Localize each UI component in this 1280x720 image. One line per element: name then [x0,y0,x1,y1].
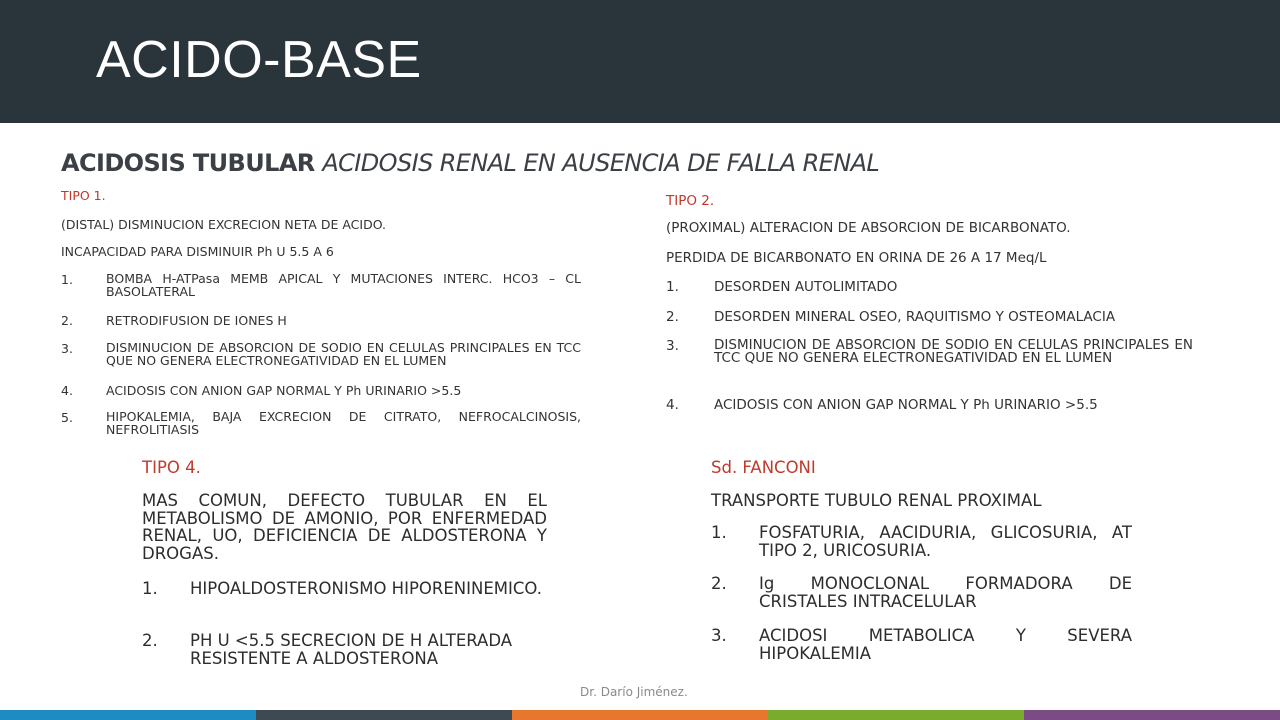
tipo1-section [61,185,581,450]
footer-bar-blue [0,710,256,720]
subtitle-bold: ACIDOSIS TUBULAR [61,149,315,177]
list-item-number: 2. [61,313,73,328]
footer-bar-dark [256,710,512,720]
footer-bar-purple [1024,710,1280,720]
list-item-text: HIPOKALEMIA, BAJA EXCRECION DE CITRATO, NEFROCALCINOSIS, NEFROLITIASIS [106,409,581,437]
list-item-text: DISMINUCION DE ABSORCION DE SODIO EN CELULAS PRINCIPALES EN TCC QUE NO GENERA ELECTRONEGATIVIDAD EN EL LUMEN [106,340,581,368]
subtitle-italic: ACIDOSIS RENAL EN AUSENCIA DE FALLA RENAL [322,149,880,177]
tipo4-paragraph-text: MAS COMUN, DEFECTO TUBULAR EN EL METABOLISMO DE AMONIO, POR ENFERMEDAD RENAL, UO, DEFICIENCIA DE ALDOSTERONA Y DROGAS. [142,491,547,563]
tipo1-heading: TIPO 1. [61,188,106,203]
list-item [711,627,1132,663]
tipo4-section [142,456,547,676]
list-item-text: DESORDEN MINERAL OSEO, RAQUITISMO Y OSTEOMALACIA [714,309,1116,325]
list-item-text: ACIDOSIS CON ANION GAP NORMAL Y Ph URINARIO >5.5 [714,397,1098,413]
list-item [61,410,581,442]
list-item [61,383,581,399]
list-item-text: ACIDOSIS CON ANION GAP NORMAL Y Ph URINARIO >5.5 [106,383,462,398]
list-item-number: 2. [142,631,158,650]
list-item-text: FOSFATURIA, AACIDURIA, GLICOSURIA, AT TIPO 2, URICOSURIA. [759,523,1132,560]
list-item [61,341,581,373]
list-item [61,272,581,304]
list-item [142,580,547,616]
header-bar [0,0,1280,123]
list-item-number: 5. [61,410,73,425]
list-item-number: 3. [666,338,679,354]
list-item-number: 3. [61,341,73,356]
tipo1-line1: (DISTAL) DISMINUCION EXCRECION NETA DE ACIDO. [61,217,386,232]
slide-subtitle [61,148,879,178]
page-title: ACIDO-BASE [96,31,422,89]
list-item [666,398,1193,414]
author-credit: Dr. Darío Jiménez. [580,685,688,699]
fanconi-heading: Sd. FANCONI [711,458,816,477]
list-item-number: 4. [666,397,679,413]
list-item [61,313,581,329]
tipo2-line2: PERDIDA DE BICARBONATO EN ORINA DE 26 A 17 Meq/L [666,250,1047,266]
list-item-number: 1. [61,272,73,287]
list-item-text: ACIDOSI METABOLICA Y SEVERA HIPOKALEMIA [759,626,1132,663]
list-item-number: 2. [711,574,727,593]
list-item-text: RETRODIFUSION DE IONES H [106,313,287,328]
tipo2-heading: TIPO 2. [666,193,715,209]
list-item-text: Ig MONOCLONAL FORMADORA DE CRISTALES INTRACELULAR [759,574,1132,611]
list-item [711,575,1132,611]
footer-bar-orange [512,710,768,720]
list-item-number: 1. [142,579,158,598]
list-item-number: 1. [666,279,679,295]
footer-bar-green [768,710,1024,720]
tipo4-heading: TIPO 4. [142,458,201,477]
list-item [666,339,1193,387]
list-item [142,632,547,668]
list-item-number: 4. [61,383,73,398]
list-item [666,280,1193,296]
list-item [711,524,1132,560]
list-item-number: 1. [711,523,727,542]
tipo1-line2: INCAPACIDAD PARA DISMINUIR Ph U 5.5 A 6 [61,244,334,259]
list-item-text: DISMINUCION DE ABSORCION DE SODIO EN CELULAS PRINCIPALES EN TCC QUE NO GENERA ELECTRONEGATIVIDAD EN EL LUMEN [714,337,1193,366]
list-item-text: DESORDEN AUTOLIMITADO [714,279,898,295]
list-item [666,310,1193,326]
list-item-number: 3. [711,626,727,645]
fanconi-line1: TRANSPORTE TUBULO RENAL PROXIMAL [711,491,1042,510]
list-item-text: PH U <5.5 SECRECION DE H ALTERADA RESISTENTE A ALDOSTERONA [190,631,513,668]
tipo2-section [666,193,1193,418]
fanconi-section [711,456,1132,676]
tipo4-paragraph [142,492,547,564]
tipo2-line1: (PROXIMAL) ALTERACION DE ABSORCION DE BICARBONATO. [666,220,1071,236]
list-item-number: 2. [666,309,679,325]
list-item-text: HIPOALDOSTERONISMO HIPORENINEMICO. [190,579,542,598]
list-item-text: BOMBA H-ATPasa MEMB APICAL Y MUTACIONES INTERC. HCO3 – CL BASOLATERAL [106,271,581,299]
